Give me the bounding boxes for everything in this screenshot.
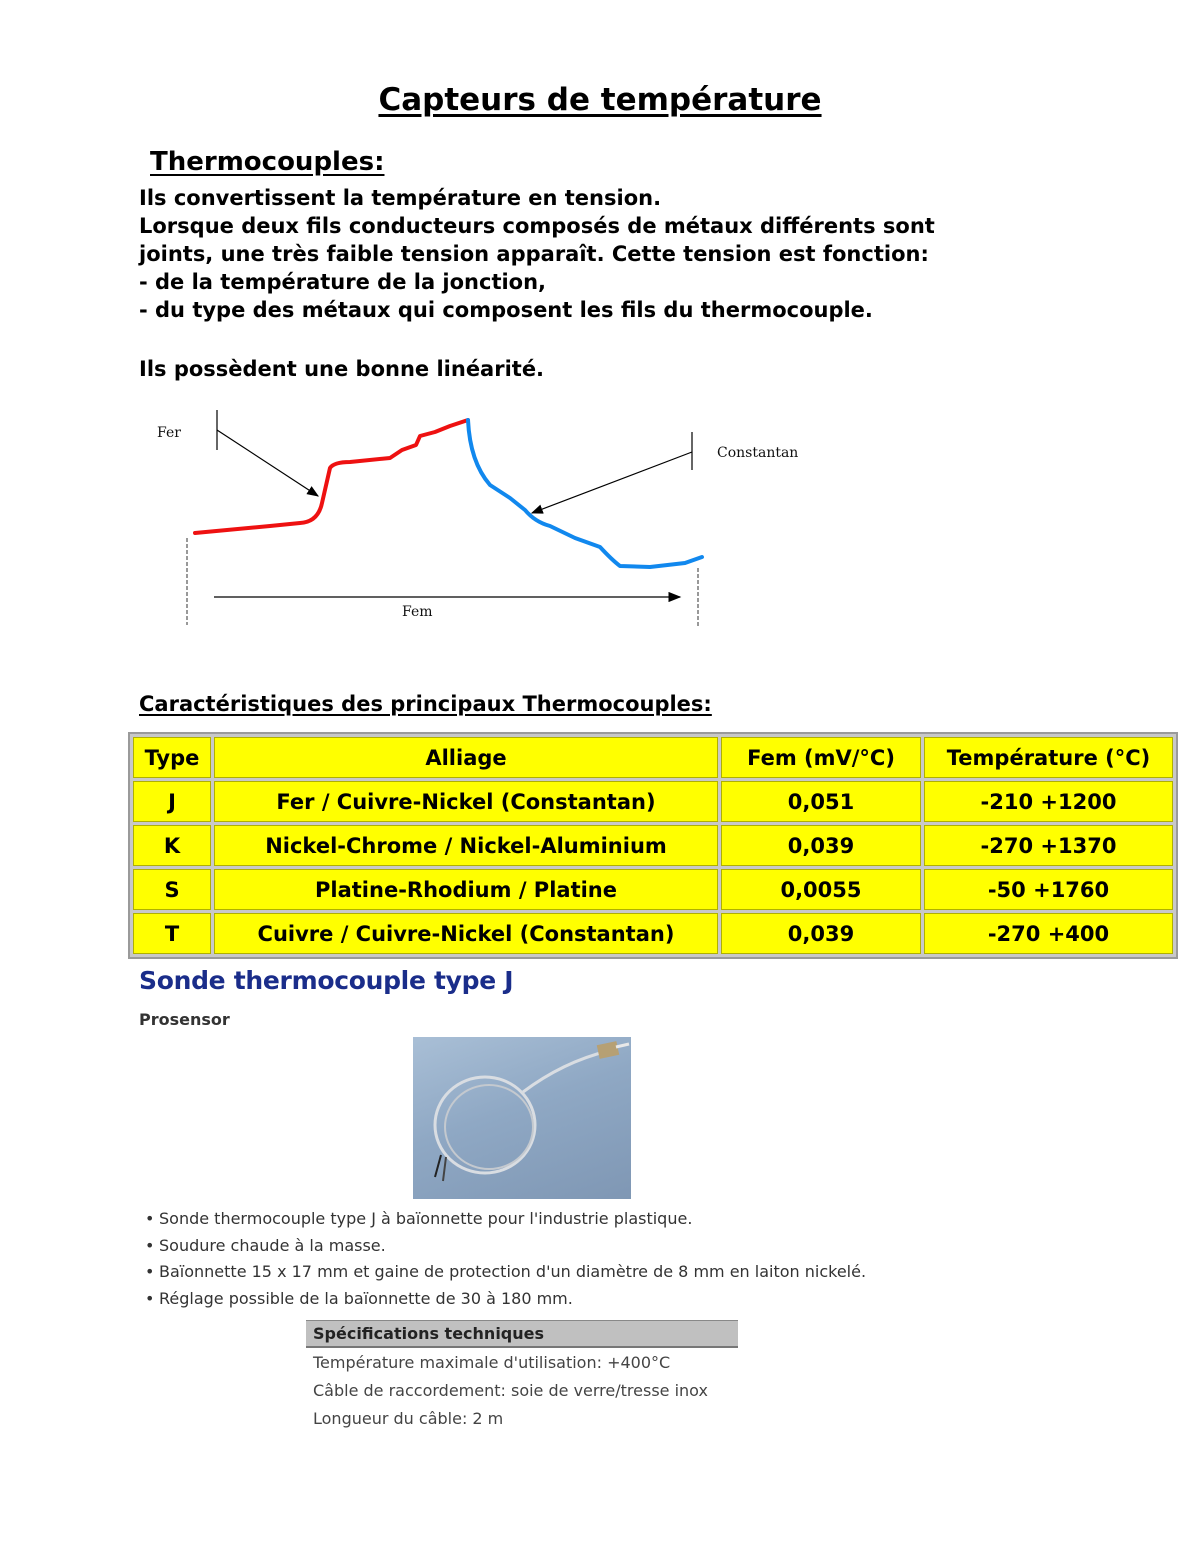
cell-alliage: Cuivre / Cuivre-Nickel (Constantan) xyxy=(214,913,718,954)
product-title: Sonde thermocouple type J xyxy=(139,966,514,995)
table-row xyxy=(306,1347,738,1376)
table-row xyxy=(133,825,1173,866)
table-header-row xyxy=(133,737,1173,778)
cell-temperature: -270 +400 xyxy=(924,913,1173,954)
bullet-icon: • xyxy=(145,1235,155,1255)
cable-run xyxy=(523,1051,608,1092)
feature-list xyxy=(145,1206,866,1312)
fer-wire xyxy=(195,420,468,533)
spec-table xyxy=(306,1320,738,1432)
fem-label: Fem xyxy=(402,604,433,620)
table-row xyxy=(306,1404,738,1432)
header-alliage: Alliage xyxy=(214,737,718,778)
cell-type: T xyxy=(133,913,211,954)
cell-alliage: Platine-Rhodium / Platine xyxy=(214,869,718,910)
cell-temperature: -210 +1200 xyxy=(924,781,1173,822)
fer-label: Fer xyxy=(157,425,181,441)
cell-fem: 0,051 xyxy=(721,781,921,822)
cell-alliage: Nickel-Chrome / Nickel-Aluminium xyxy=(214,825,718,866)
intro-line: - du type des métaux qui composent les fils du thermocouple. xyxy=(139,298,873,322)
product-brand: Prosensor xyxy=(139,1010,230,1029)
bullet-icon: • xyxy=(145,1262,155,1281)
cell-fem: 0,0055 xyxy=(721,869,921,910)
spec-cell: Câble de raccordement: soie de verre/tresse inox xyxy=(313,1380,708,1400)
header-fem: Fem (mV/°C) xyxy=(721,737,921,778)
spec-header-row xyxy=(306,1321,738,1348)
cell-type: K xyxy=(133,825,211,866)
cell-alliage: Fer / Cuivre-Nickel (Constantan) xyxy=(214,781,718,822)
linearity-note: Ils possèdent une bonne linéarité. xyxy=(139,357,545,381)
spec-cell: Température maximale d'utilisation: +400°C xyxy=(313,1352,671,1372)
list-item xyxy=(145,1259,866,1286)
table-heading: Caractéristiques des principaux Thermocouples: xyxy=(139,692,712,716)
header-type: Type xyxy=(133,737,211,778)
constantan-label: Constantan xyxy=(717,445,799,461)
cable-coil-inner xyxy=(445,1085,533,1169)
intro-line: Ils convertissent la température en tension. xyxy=(139,186,662,210)
thermocouple-diagram xyxy=(150,400,850,640)
spec-heading: Spécifications techniques xyxy=(306,1321,738,1348)
feature-text: Soudure chaude à la masse. xyxy=(159,1235,386,1255)
probe-tip xyxy=(616,1044,629,1047)
bullet-icon: • xyxy=(145,1209,155,1228)
fer-pointer-arrow xyxy=(217,430,318,496)
constantan-pointer-arrow xyxy=(532,452,692,513)
feature-text: Baïonnette 15 x 17 mm et gaine de protection d'un diamètre de 8 mm en laiton nickelé. xyxy=(159,1262,867,1281)
intro-line: joints, une très faible tension apparaît. Cette tension est fonction: xyxy=(139,242,929,266)
table-row xyxy=(133,869,1173,910)
cell-temperature: -50 +1760 xyxy=(924,869,1173,910)
thermocouple-probe-photo xyxy=(413,1037,631,1199)
lead-wire xyxy=(443,1157,446,1181)
header-temperature: Température (°C) xyxy=(924,737,1173,778)
list-item xyxy=(145,1286,866,1313)
probe-illustration xyxy=(413,1037,631,1199)
intro-line: - de la température de la jonction, xyxy=(139,270,547,294)
cell-temperature: -270 +1370 xyxy=(924,825,1173,866)
cable-coil-outer xyxy=(435,1077,535,1173)
cell-type: S xyxy=(133,869,211,910)
thermocouple-table xyxy=(128,732,1178,959)
cell-fem: 0,039 xyxy=(721,913,921,954)
constantan-wire xyxy=(468,420,702,567)
intro-paragraph xyxy=(139,184,935,324)
feature-text: Sonde thermocouple type J à baïonnette pour l'industrie plastique. xyxy=(159,1209,693,1228)
list-item xyxy=(145,1233,866,1260)
intro-line: Lorsque deux fils conducteurs composés de métaux différents sont xyxy=(139,214,935,238)
table-row xyxy=(133,913,1173,954)
cell-type: J xyxy=(133,781,211,822)
bayonet-fitting xyxy=(597,1041,619,1059)
table-row xyxy=(133,781,1173,822)
feature-text: Réglage possible de la baïonnette de 30 à 180 mm. xyxy=(159,1288,573,1308)
section-heading: Thermocouples: xyxy=(150,147,385,177)
bullet-icon: • xyxy=(145,1288,155,1308)
spec-cell: Longueur du câble: 2 m xyxy=(313,1408,504,1428)
table-row xyxy=(306,1376,738,1404)
document-title: Capteurs de température xyxy=(378,82,822,118)
list-item xyxy=(145,1206,866,1233)
cell-fem: 0,039 xyxy=(721,825,921,866)
lead-wire xyxy=(435,1155,441,1177)
